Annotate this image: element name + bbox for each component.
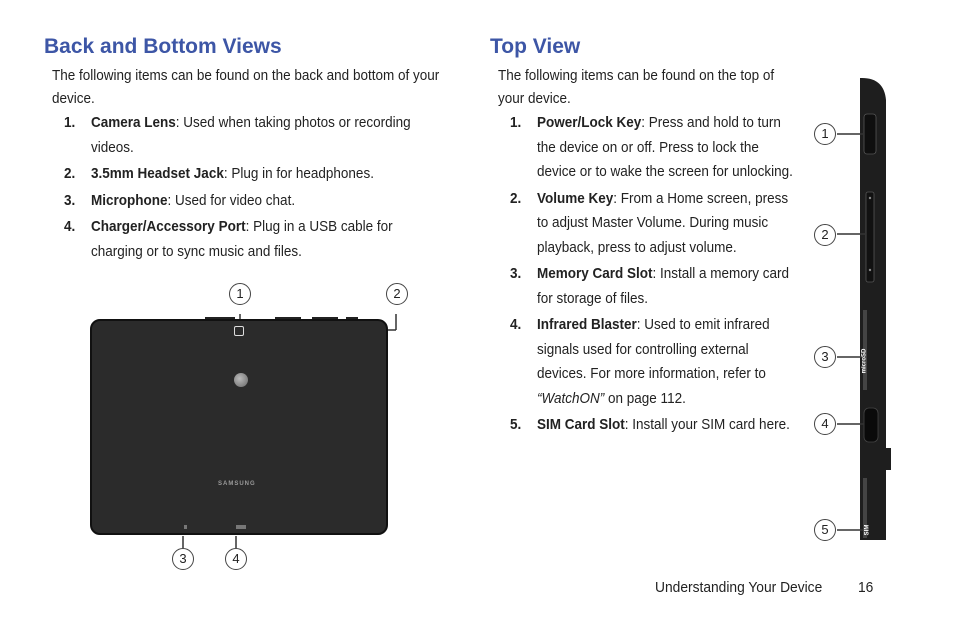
side-bump xyxy=(886,448,891,470)
infrared-blaster xyxy=(864,408,878,442)
item-description: : Plug in for headphones. xyxy=(223,165,374,182)
item-description: : Install a memory card for storage of files. xyxy=(537,265,790,307)
item-list-back-bottom xyxy=(64,111,442,266)
item-number: 2. xyxy=(64,165,76,182)
callout-2: 2 xyxy=(386,283,408,305)
list-item xyxy=(510,413,794,438)
microsd-label: microSD xyxy=(861,348,868,374)
volume-up-dot xyxy=(869,197,871,199)
volume-key xyxy=(866,192,874,282)
item-number: 1. xyxy=(510,114,522,131)
callout-4: 4 xyxy=(225,548,247,570)
callout-2: 2 xyxy=(814,224,836,246)
charger-port xyxy=(236,525,246,529)
item-term: Camera Lens xyxy=(91,114,176,131)
item-number: 4. xyxy=(510,316,522,333)
item-number: 3. xyxy=(510,265,522,282)
list-item xyxy=(64,215,442,264)
footer-section-title: Understanding Your Device xyxy=(655,579,823,596)
section-heading-top-view: Top View xyxy=(490,35,581,58)
item-term: Microphone xyxy=(91,191,168,209)
item-term: 3.5mm Headset Jack xyxy=(91,165,224,182)
list-item xyxy=(510,262,794,311)
list-item xyxy=(510,313,794,411)
microphone-hole xyxy=(184,525,187,529)
tablet-back-body xyxy=(90,319,388,535)
list-item xyxy=(510,111,794,185)
item-description: : Press and hold to turn the device on or off. Press to lock the device or to wake the screen for unlocking. xyxy=(537,114,793,180)
list-item xyxy=(510,187,794,261)
page-number: 16 xyxy=(858,579,874,596)
item-list-top-view xyxy=(510,111,794,440)
item-term: Power/Lock Key xyxy=(537,114,642,131)
intro-text-back-bottom: The following items can be found on the back and bottom of your device. xyxy=(52,67,440,107)
section-heading-back-bottom: Back and Bottom Views xyxy=(44,35,282,58)
item-term: SIM Card Slot xyxy=(537,416,625,433)
samsung-logo: SAMSUNG xyxy=(218,481,256,487)
item-description: : Used when taking photos or recording videos. xyxy=(91,114,411,156)
att-globe-icon xyxy=(234,373,248,387)
item-number: 2. xyxy=(510,189,522,207)
item-description: : Used for video chat. xyxy=(167,191,296,209)
callout-3: 3 xyxy=(814,346,836,368)
cross-reference-link: “WatchON” xyxy=(537,389,605,407)
item-description-tail: on page 112. xyxy=(604,389,686,407)
item-term: Memory Card Slot xyxy=(537,265,653,282)
list-item xyxy=(64,162,442,187)
item-number: 5. xyxy=(510,416,522,433)
power-key xyxy=(864,114,876,154)
item-number: 1. xyxy=(64,114,76,131)
intro-text-top-view: The following items can be found on the top of your device. xyxy=(498,67,775,107)
sim-label: SIM xyxy=(864,524,871,536)
list-item xyxy=(64,111,442,160)
item-term: Charger/Accessory Port xyxy=(91,218,246,235)
item-description: : Install your SIM card here. xyxy=(624,416,790,433)
list-item xyxy=(64,189,442,214)
item-term: Infrared Blaster xyxy=(537,316,637,333)
item-term: Volume Key xyxy=(537,189,614,207)
volume-down-dot xyxy=(869,269,871,271)
callout-1: 1 xyxy=(814,123,836,145)
callout-3: 3 xyxy=(172,548,194,570)
item-number: 3. xyxy=(64,191,76,209)
item-number: 4. xyxy=(64,218,76,235)
tablet-side-view xyxy=(830,70,900,550)
callout-5: 5 xyxy=(814,519,836,541)
camera-lens-icon xyxy=(234,326,244,336)
callout-1: 1 xyxy=(229,283,251,305)
item-description: : Used to emit infrared signals used for controlling external devices. For more information, refer to xyxy=(537,316,770,382)
item-description: : From a Home screen, press to adjust Master Volume. During music playback, press to adjust volume. xyxy=(537,189,789,256)
callout-4: 4 xyxy=(814,413,836,435)
item-description: : Plug in a USB cable for charging or to sync music and files. xyxy=(91,218,393,260)
